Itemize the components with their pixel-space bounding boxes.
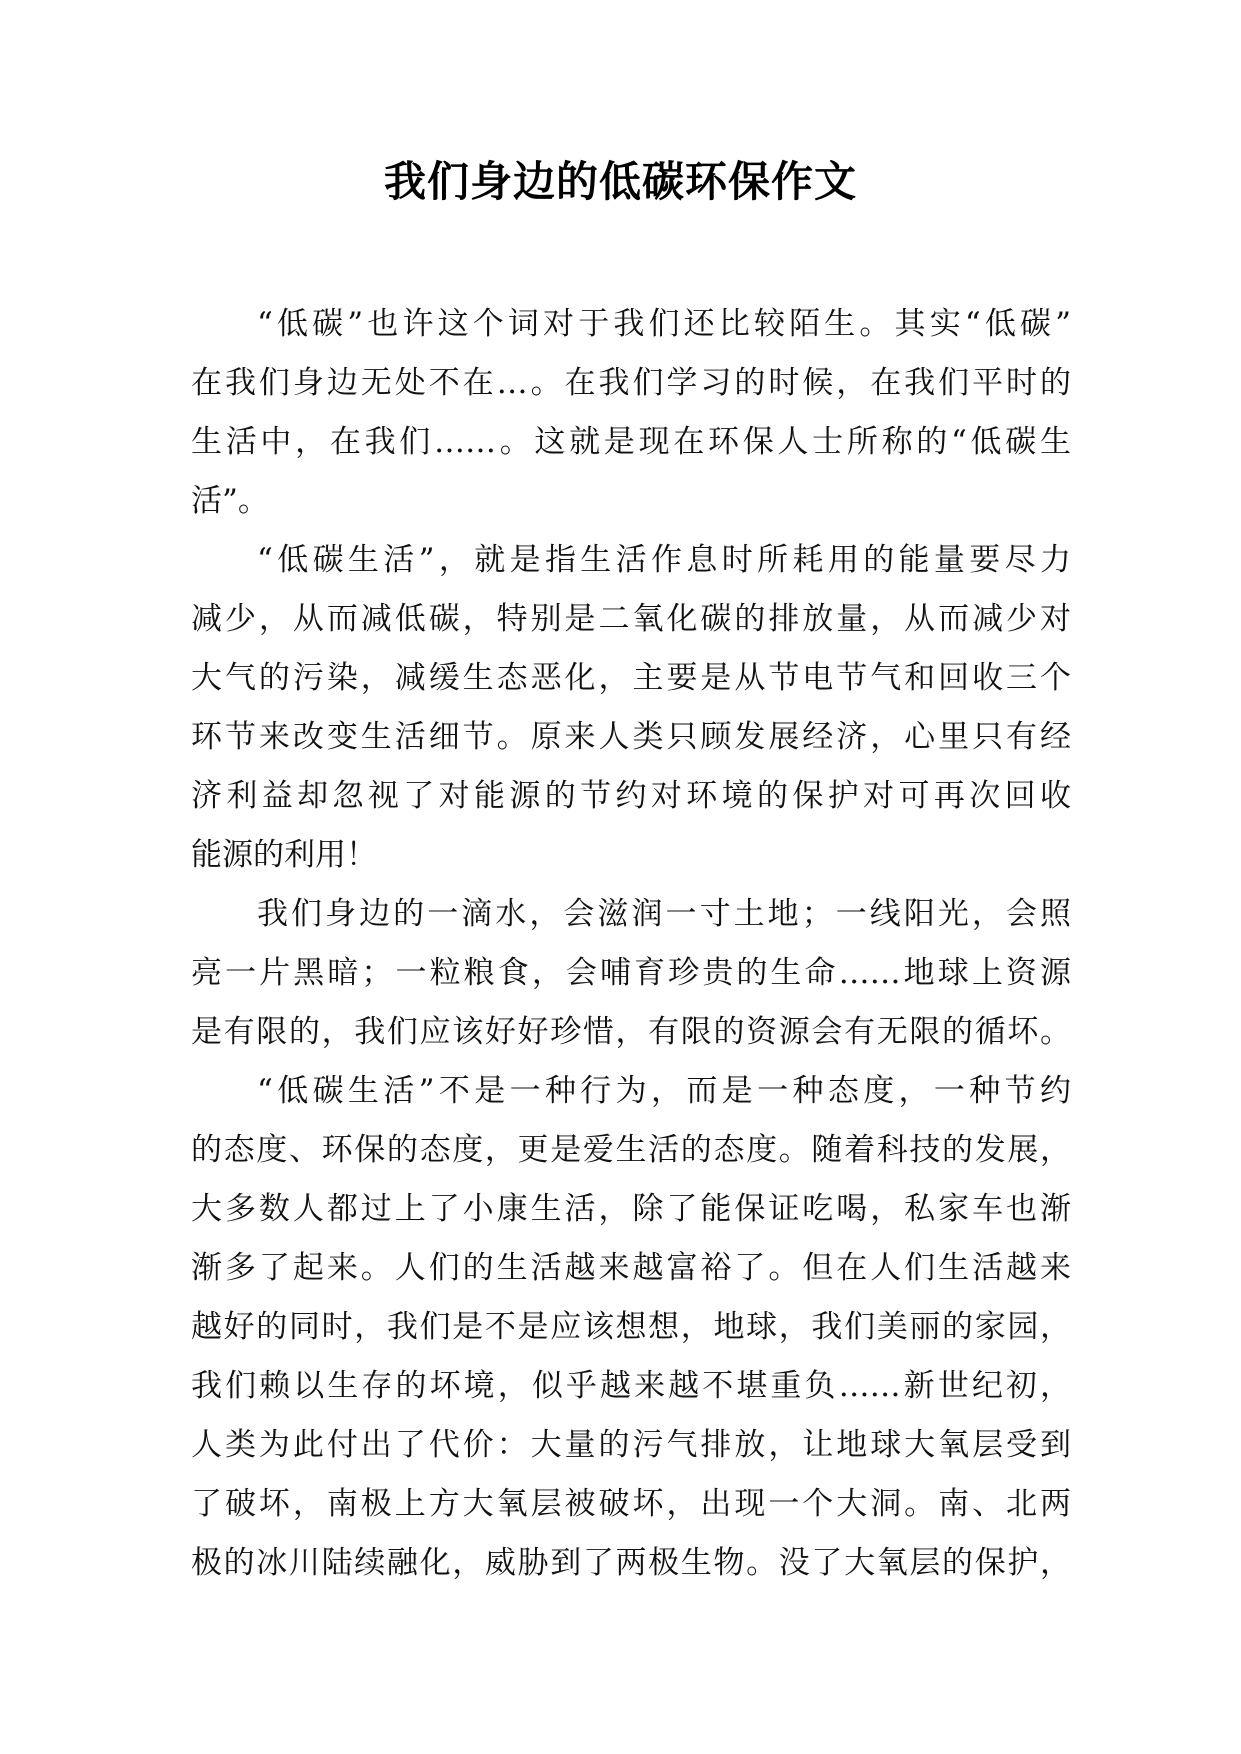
paragraph-4-line-7: 人类为此付出了代价：大量的污气排放，让地球大氧层受到	[191, 1427, 1071, 1463]
page-title: 我们身边的低碳环保作文	[383, 157, 857, 206]
paragraph-4-line-1: “低碳生活”不是一种行为，而是一种态度，一种节约	[257, 1073, 1071, 1109]
paragraph-2-line-5: 济利益却忽视了对能源的节约对环境的保护对可再次回收	[191, 778, 1071, 814]
paragraph-4-line-3: 大多数人都过上了小康生活，除了能保证吃喝，私家车也渐	[191, 1191, 1071, 1227]
paragraph-4-line-6: 我们赖以生存的坏境，似乎越来越不堪重负……新世纪初，	[191, 1368, 1071, 1404]
paragraph-4-line-5: 越好的同时，我们是不是应该想想，地球，我们美丽的家园，	[191, 1309, 1071, 1345]
paragraph-3-line-1: 我们身边的一滴水，会滋润一寸土地；一线阳光，会照	[257, 896, 1071, 932]
paragraph-2-line-4: 环节来改变生活细节。原来人类只顾发展经济，心里只有经	[191, 719, 1071, 755]
paragraph-2-line-2: 减少，从而减低碳，特别是二氧化碳的排放量，从而减少对	[191, 601, 1071, 637]
paragraph-4-line-9: 极的冰川陆续融化，威胁到了两极生物。没了大氧层的保护，	[191, 1545, 1071, 1581]
paragraph-1-line-3: 生活中，在我们……。这就是现在环保人士所称的“低碳生	[191, 424, 1071, 460]
paragraph-4-line-8: 了破坏，南极上方大氧层被破坏，出现一个大洞。南、北两	[191, 1486, 1071, 1522]
paragraph-1-line-1: “低碳”也许这个词对于我们还比较陌生。其实“低碳”	[257, 306, 1071, 342]
paragraph-4-line-2: 的态度、环保的态度，更是爱生活的态度。随着科技的发展，	[191, 1132, 1071, 1168]
paragraph-3-line-2: 亮一片黑暗；一粒粮食，会哺育珍贵的生命……地球上资源	[191, 955, 1071, 991]
paragraph-1-line-2: 在我们身边无处不在…。在我们学习的时候，在我们平时的	[191, 365, 1071, 401]
paragraph-4-line-4: 渐多了起来。人们的生活越来越富裕了。但在人们生活越来	[191, 1250, 1071, 1286]
essay-body	[191, 295, 1071, 1593]
paragraph-2-line-1: “低碳生活”，就是指生活作息时所耗用的能量要尽力	[257, 542, 1071, 578]
paragraph-3-line-3: 是有限的，我们应该好好珍惜，有限的资源会有无限的循坏。	[191, 1014, 1071, 1050]
paragraph-1-line-4: 活”。	[191, 483, 269, 519]
paragraph-2-line-3: 大气的污染，减缓生态恶化，主要是从节电节气和回收三个	[191, 660, 1071, 696]
paragraph-2-line-6: 能源的利用！	[191, 837, 377, 873]
